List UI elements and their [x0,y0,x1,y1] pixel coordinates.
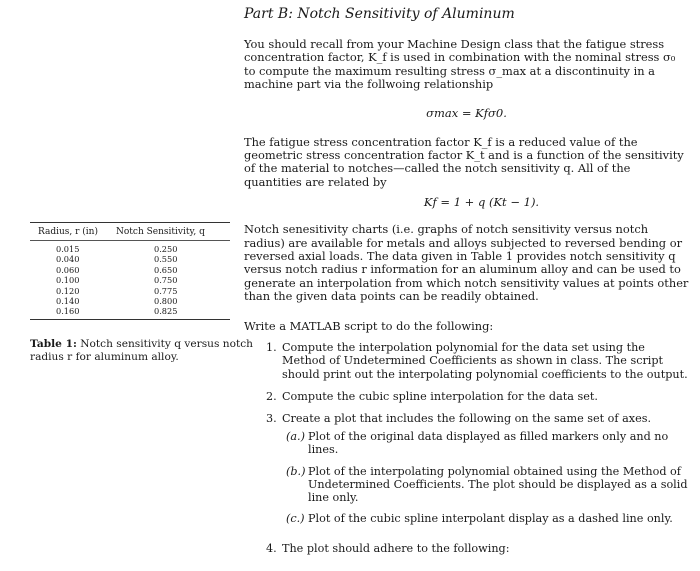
radius-cell: 0.140 [56,296,80,307]
table-header-row [30,223,230,241]
main-text-column [244,6,689,565]
subtask-item [286,465,689,505]
task-text-block [282,412,689,533]
task-item [266,542,689,555]
table-body [30,241,230,320]
radius-cell: 0.160 [56,306,80,317]
subtask-label: (c.) [286,512,305,526]
radius-cell: 0.100 [56,275,80,286]
table-row [30,254,230,264]
task-number: 4. [266,542,277,556]
sensitivity-cell: 0.650 [154,264,178,275]
header-notch-sensitivity: Notch Sensitivity, q [116,227,205,237]
table-row [30,244,230,254]
header-radius: Radius, r (in) [38,227,98,237]
sensitivity-cell: 0.800 [154,296,178,307]
task-item [266,412,689,533]
task-text: Compute the cubic spline interpolation for the data set. [282,389,598,403]
equation-max-stress: σmax = Kfσ0. [426,105,507,120]
sensitivity-cell: 0.775 [154,285,178,296]
task-text: Compute the interpolation polynomial for the data set using the Method of Undetermined Coefficients as shown in class. The script should print out the interpolating polynomial coefficients to the output. [282,341,688,381]
task-number: 1. [266,341,277,355]
notch-charts-paragraph: Notch senesitivity charts (i.e. graphs of notch sensitivity versus notch radius) are available for metals and alloys subjected to reversed bending or reversed axial loads. The data given in Table 1 provides notch sensitivity q versus notch radius r information for an aluminum alloy and can be used to generate an interpolation from which notch sensitivity values at points other than the given data points can be readily obtained. [244,222,689,304]
table-row [30,306,230,316]
notch-sensitivity-table [30,222,254,364]
task-item [266,341,689,381]
task-list [244,341,689,555]
table-row [30,296,230,306]
sensitivity-cell: 0.750 [154,275,178,286]
table-caption [30,338,255,364]
task-text: Create a plot that includes the following on the same set of axes. [282,411,651,425]
task-number: 2. [266,389,277,403]
radius-cell: 0.120 [56,285,80,296]
equation-fatigue-factor: Kf = 1 + q (Kt − 1). [423,195,540,210]
subtask-item [286,430,689,456]
subtask-text: Plot of the original data displayed as filled markers only and no lines. [308,430,669,457]
radius-cell: 0.040 [56,254,80,265]
radius-cell: 0.060 [56,264,80,275]
radius-cell: 0.015 [56,244,80,254]
task-number: 3. [266,411,277,425]
caption-text: Notch sensitivity q versus notch radius r for aluminum alloy. [30,337,254,363]
subtask-text: Plot of the interpolating polynomial obtained using the Method of Undetermined Coefficients. The plot should be displayed as a solid line only. [308,464,688,504]
table-row [30,265,230,275]
sensitivity-cell: 0.825 [154,306,178,317]
task-text: The plot should adhere to the following: [282,542,510,556]
subtask-list [282,430,689,525]
intro-paragraph: You should recall from your Machine Design class that the fatigue stress concentration factor, K_f is used in combination with the nominal stress σ₀ to compute the maximum resulting stress σ_max at a discontinuity in a machine part via the follwoing relationship [244,37,676,92]
section-title: Part B: Notch Sensitivity of Aluminum [244,6,515,22]
table-row [30,286,230,296]
matlab-task-intro: Write a MATLAB script to do the following: [244,318,494,333]
sensitivity-cell: 0.550 [154,254,178,265]
subtask-text: Plot of the cubic spline interpolant display as a dashed line only. [308,512,673,526]
task-item [266,390,689,403]
caption-label: Table 1: [30,337,77,350]
sensitivity-cell: 0.250 [154,244,178,254]
subtask-label: (a.) [286,430,305,444]
subtask-item [286,512,689,525]
subtask-label: (b.) [286,464,306,478]
fatigue-factor-paragraph: The fatigue stress concentration factor K_f is a reduced value of the geometric stress concentration factor K_t and is a function of the sensitivity of the material to notches—called the notch sensitivity q. All of the quantities are related by [244,134,684,189]
table-row [30,275,230,285]
